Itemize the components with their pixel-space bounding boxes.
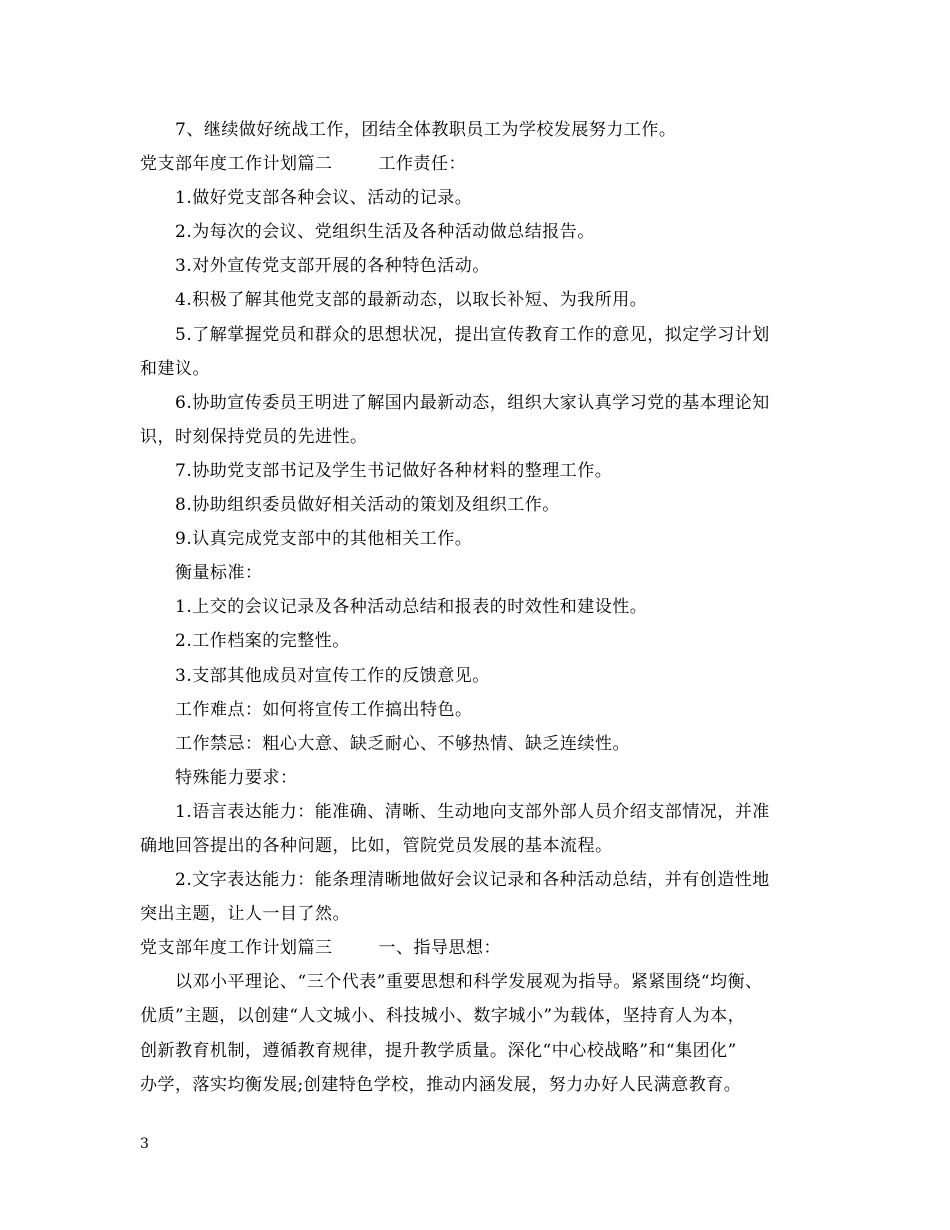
line-text: 特殊能力要求： <box>175 767 298 788</box>
paragraph-line <box>140 863 820 897</box>
line-text: 1.语言表达能力：能准确、清晰、生动地向支部外部人员介绍支部情况，并准 <box>175 801 770 822</box>
line-text: 办学，落实均衡发展;创建特色学校，推动内涵发展，努力办好人民满意教育。 <box>140 1074 742 1095</box>
line-text: 7.协助党支部书记及学生书记做好各种材料的整理工作。 <box>175 460 613 481</box>
line-text: 6.协助宣传委员王明进了解国内最新动态，组织大家认真学习党的基本理论知 <box>175 392 770 413</box>
paragraph-line <box>140 1068 820 1102</box>
paragraph-line <box>140 897 820 931</box>
line-text: 确地回答提出的各种问题，比如，管院党员发展的基本流程。 <box>140 835 613 856</box>
line-text: 工作难点：如何将宣传工作搞出特色。 <box>175 699 473 720</box>
paragraph-line <box>140 556 820 590</box>
line-text: 9.认真完成党支部中的其他相关工作。 <box>175 529 473 550</box>
line-text: 创新教育机制，遵循教育规律，提升教学质量。深化“中心校战略”和“集团化” <box>140 1040 737 1061</box>
paragraph-line <box>140 454 820 488</box>
line-text: 党支部年度工作计划篇三 <box>140 938 333 959</box>
paragraph-line <box>140 352 820 386</box>
paragraph-line <box>140 590 820 624</box>
paragraph-line <box>140 420 820 454</box>
line-text: 识，时刻保持党员的先进性。 <box>140 426 368 447</box>
document-body <box>140 113 820 1102</box>
section-heading-line <box>140 931 820 965</box>
page-number: 3 <box>140 1136 149 1152</box>
line-text: 衡量标准： <box>175 563 263 584</box>
line-text: 2.文字表达能力：能条理清晰地做好会议记录和各种活动总结，并有创造性地 <box>175 870 770 891</box>
line-text: 2.为每次的会议、党组织生活及各种活动做总结报告。 <box>175 222 595 243</box>
paragraph-line <box>140 999 820 1033</box>
line-text: 党支部年度工作计划篇二 <box>140 154 333 175</box>
paragraph-line <box>140 761 820 795</box>
line-text: 1.做好党支部各种会议、活动的记录。 <box>175 188 473 209</box>
paragraph-line <box>140 965 820 999</box>
line-text: 和建议。 <box>140 358 210 379</box>
line-text: 7、继续做好统战工作，团结全体教职员工为学校发展努力工作。 <box>175 120 677 140</box>
line-text: 3.支部其他成员对宣传工作的反馈意见。 <box>175 665 490 686</box>
paragraph-line <box>140 249 820 283</box>
line-text: 5.了解掌握党员和群众的思想状况，提出宣传教育工作的意见，拟定学习计划 <box>175 324 770 345</box>
paragraph-line <box>140 795 820 829</box>
paragraph-line <box>140 113 820 147</box>
paragraph-line <box>140 829 820 863</box>
paragraph-line <box>140 386 820 420</box>
paragraph-line <box>140 727 820 761</box>
paragraph-line <box>140 181 820 215</box>
paragraph-line <box>140 659 820 693</box>
line-text: 工作禁忌：粗心大意、缺乏耐心、不够热情、缺乏连续性。 <box>175 733 630 754</box>
line-text: 2.工作档案的完整性。 <box>175 631 350 652</box>
line-suffix-text: 一、指导思想： <box>378 938 501 959</box>
line-text: 3.对外宣传党支部开展的各种特色活动。 <box>175 256 490 277</box>
paragraph-line <box>140 488 820 522</box>
line-text: 突出主题，让人一目了然。 <box>140 904 350 925</box>
paragraph-line <box>140 215 820 249</box>
line-text: 8.协助组织委员做好相关活动的策划及组织工作。 <box>175 495 560 516</box>
line-text: 优质”主题，以创建“人文城小、科技城小、数字城小”为载体，坚持育人为本， <box>140 1006 746 1027</box>
section-heading-line <box>140 147 820 181</box>
line-text: 1.上交的会议记录及各种活动总结和报表的时效性和建设性。 <box>175 597 648 618</box>
paragraph-line <box>140 283 820 317</box>
line-suffix-text: 工作责任： <box>378 154 466 175</box>
paragraph-line <box>140 693 820 727</box>
paragraph-line <box>140 522 820 556</box>
paragraph-line <box>140 624 820 658</box>
line-text: 以邓小平理论、“三个代表”重要思想和科学发展观为指导。紧紧围绕“均衡、 <box>175 972 763 993</box>
paragraph-line <box>140 318 820 352</box>
line-text: 4.积极了解其他党支部的最新动态，以取长补短、为我所用。 <box>175 290 648 311</box>
paragraph-line <box>140 1034 820 1068</box>
